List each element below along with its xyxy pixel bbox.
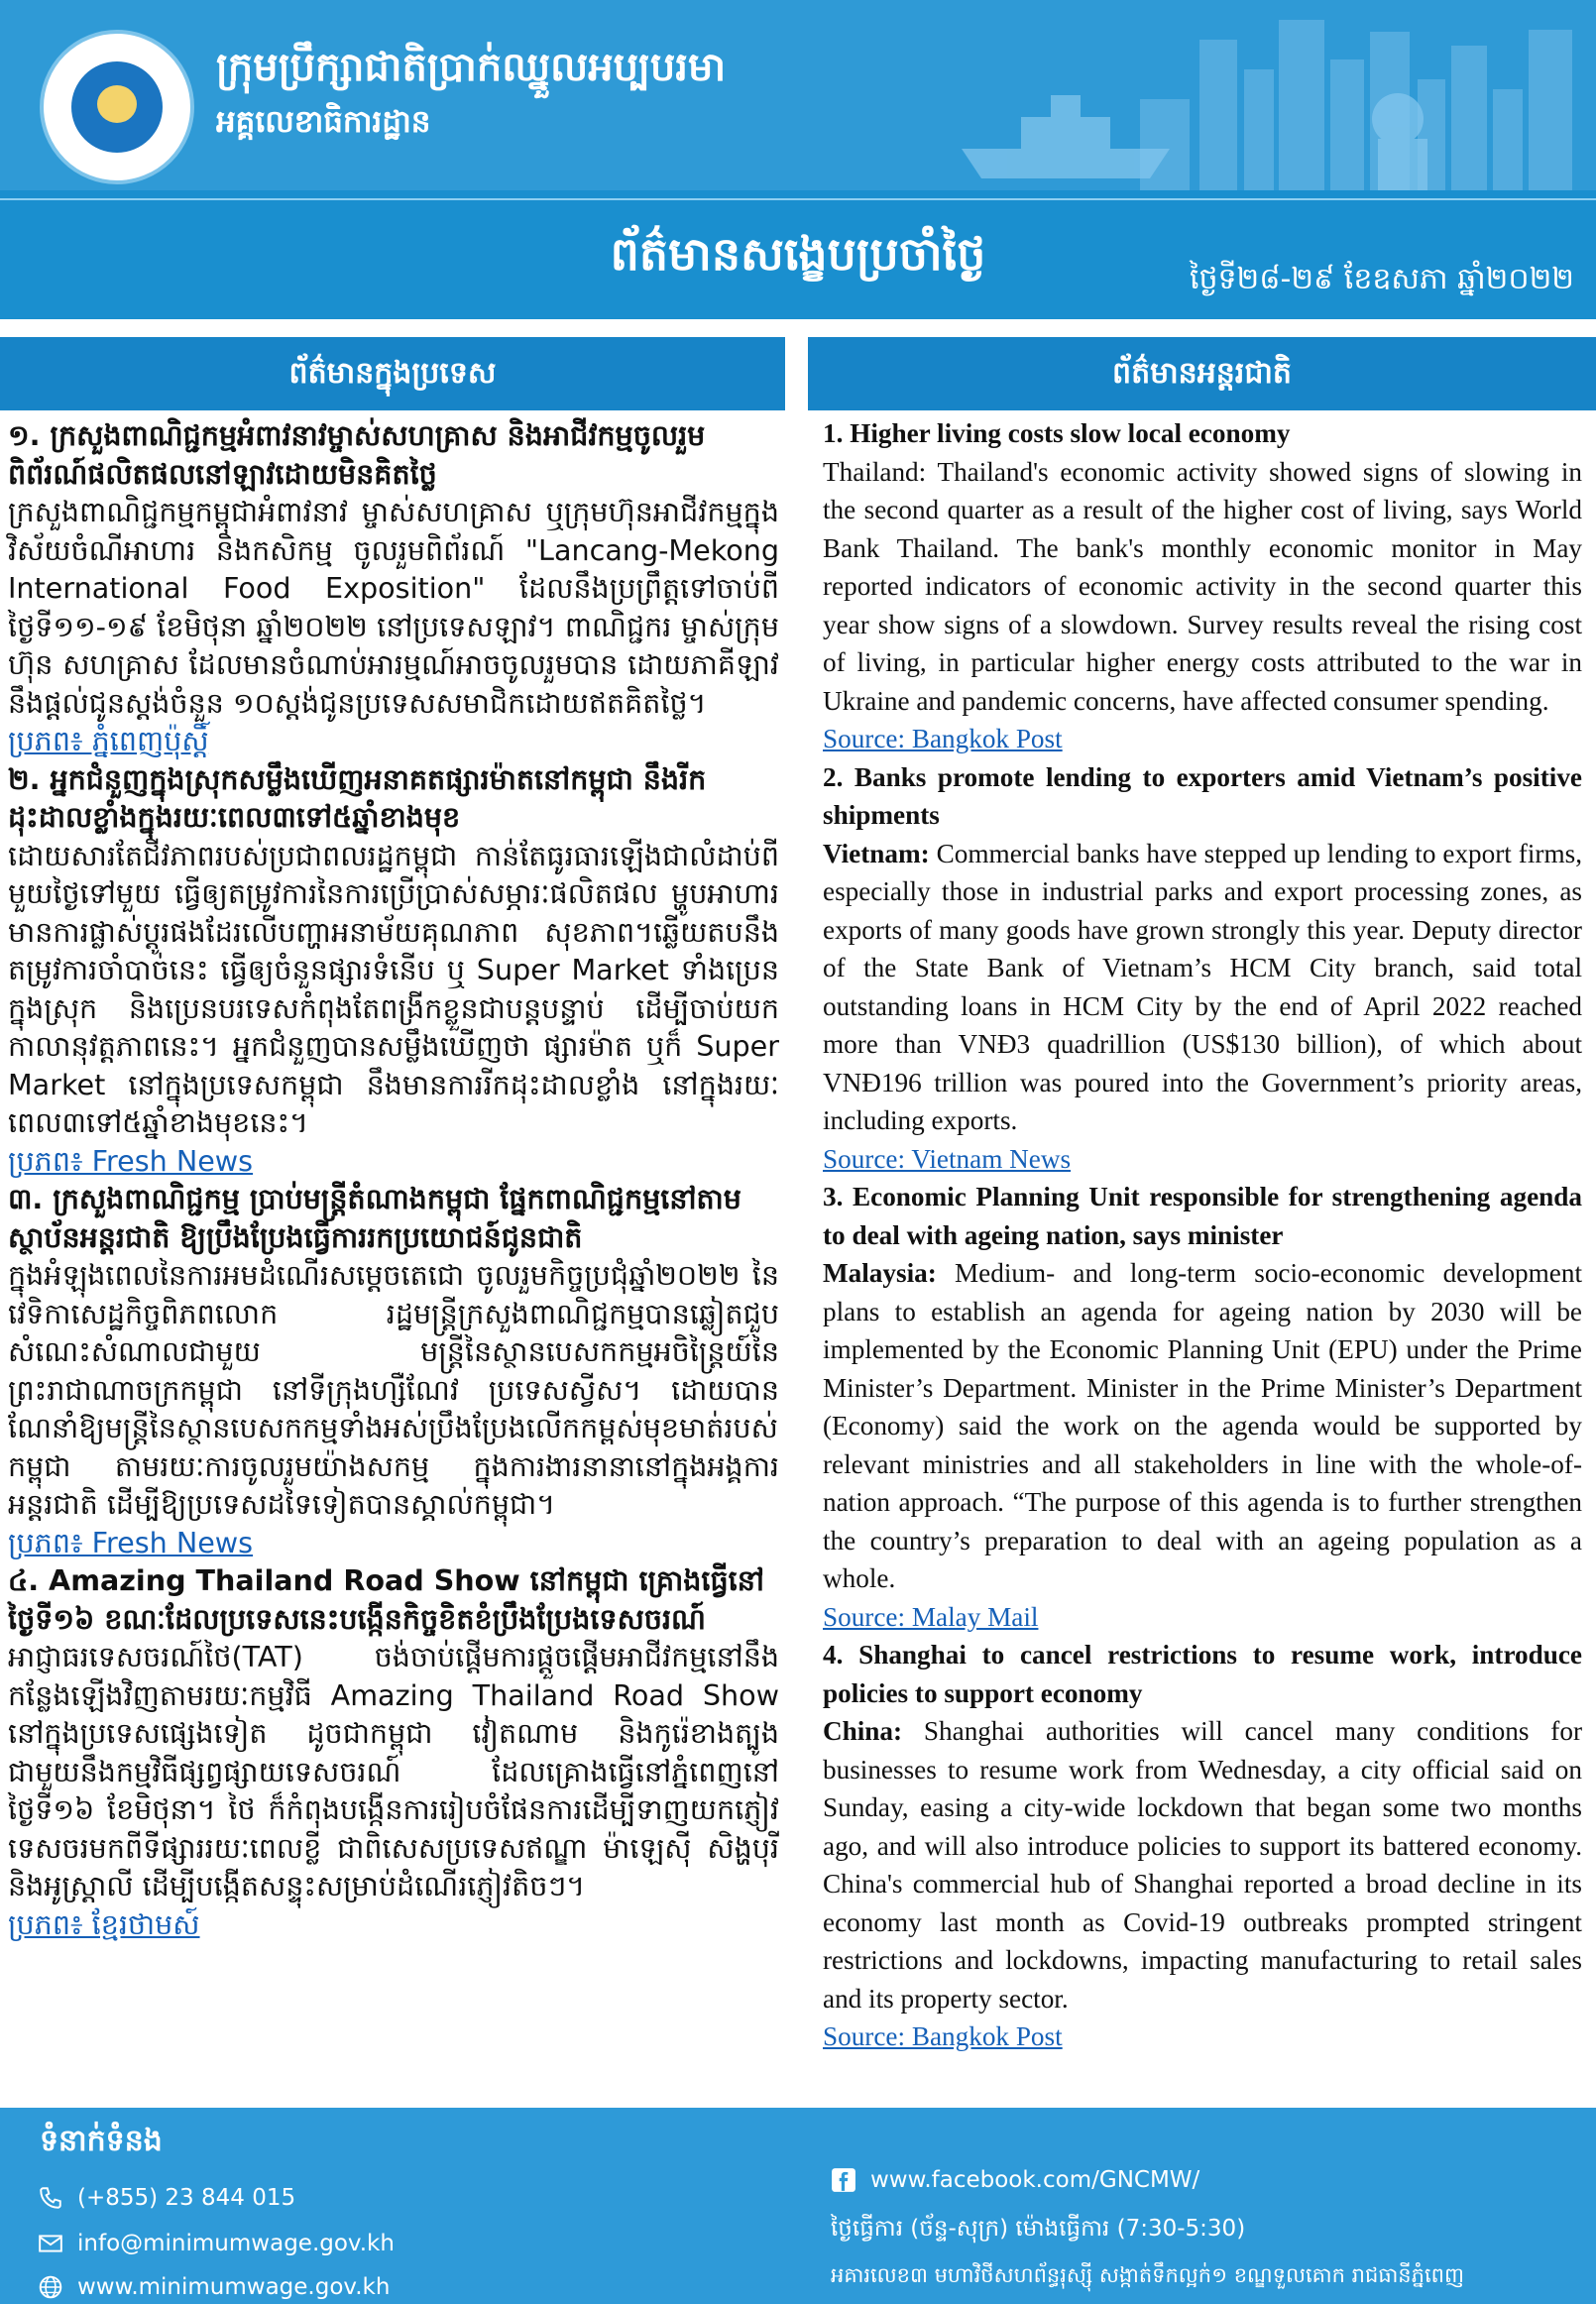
article-body: ក្រសួងពាណិជ្ជកម្មកម្ពុជាអំពាវនាវ ម្ចាស់សហគ្រាស ឬក្រុមហ៊ុនអាជីវកម្មក្នុងវិស័យចំណីអាហារ និងកសិកម្ម ចូលរួមពិព័រណ៍ "Lancang-Mekong International Food Exposition" ដែលនឹងប្រព្រឹត្តទៅចាប់ពីថ្ងៃទី១១-១៩ ខែមិថុនា ឆ្នាំ២០២២ នៅប្រទេសឡាវ។ ពាណិជ្ជករ ម្ចាស់ក្រុមហ៊ុន សហគ្រាស ដែលមានចំណាប់អារម្មណ៍អាចចូលរួមបាន ដោយភាគីឡាវនឹងផ្តល់ជូនស្តង់ចំនួន ១០ស្តង់ជូនប្រទេសសមាជិកដោយឥតគិតថ្លៃ។ (8, 495, 779, 720)
article-text: Shanghai authorities will cancel many conditions for businesses to resume work from Wednesday, a city official said on Sunday, easing a city-wide lockdown that began some two months ago, and will also introduce policies to support its battered economy. China's commercial hub of Shanghai reported a broad decline in its economy last month as Covid-19 outbreaks prompted stringent restrictions and lockdowns, impacting manufacturing to retail sales and its property sector. (823, 1716, 1582, 2014)
article-text: Thailand: Thailand's economic activity showed signs of slowing in the second quarter as a result of the higher cost of living, says World Bank Thailand. The bank's monthly economic monitor in May reported indicators of economic activity in the second quarter this year show signs of a slowdown. Survey results reveal the rising cost of living, in particular higher energy costs attributed to the war in Ukraine and pandemic concerns, have affected consumer spending. (823, 456, 1582, 716)
facebook-link[interactable]: www.facebook.com/GNCMW/ (870, 2167, 1200, 2193)
intl-article (823, 414, 1582, 758)
city-skyline-illustration (843, 0, 1596, 190)
phone-icon (38, 2185, 63, 2211)
local-article (8, 416, 779, 760)
article-body: ដោយសារតែជីវភាពរបស់ប្រជាពលរដ្ឋកម្ពុជា កាន់តែធូរធារឡើងជាលំដាប់ពីមួយថ្ងៃទៅមួយ ធ្វើឲ្យតម្រូវការនៃការប្រើប្រាស់សម្ភារៈផលិតផល ម្ហូបអាហារ មានការផ្លាស់ប្តូរផងដែរលើបញ្ហាអនាម័យគុណភាព សុខភាព។ឆ្លើយតបនឹងតម្រូវការចាំបាច់នេះ ធ្វើឲ្យចំនួនផ្សារទំនើប ឬ Super Market ទាំងប្រេនក្នុងស្រុក និងប្រេនបរទេសកំពុងតែពង្រីកខ្លួនជាបន្តបន្ទាប់ ដើម្បីចាប់យកកាលានុវត្តភាពនេះ។ អ្នកជំនួញបានសម្លឹងឃើញថា ផ្សារម៉ាត ឬក៏ Super Market នៅក្នុងប្រទេសកម្ពុជា នឹងមានការរីកដុះដាលខ្លាំង នៅក្នុងរយៈពេល៣ទៅ៥ឆ្នាំខាងមុខនេះ។ (8, 838, 779, 1139)
local-news-column (8, 416, 779, 1943)
article-source-link[interactable]: ប្រភព៖ ភ្នំពេញប៉ុស្តិ៍ (8, 724, 209, 757)
article-text: Medium- and long-term socio-economic development plans to establish an agenda for ageing nation by 2030 will be implemented by the Economic Planning Unit (EPU) under the Prime Minister’s Department. Minister in the Prime Minister’s Department (Economy) said the work on the agenda would be supported by relevant ministries and all stakeholders in line with the whole-of-nation approach. “The purpose of this agenda is to further strengthen the country’s preparation to deal with an ageing population as a whole. (823, 1258, 1582, 1593)
globe-icon (38, 2274, 63, 2300)
email-icon (38, 2231, 63, 2256)
working-hours: ថ្ងៃធ្វើការ (ច័ន្ទ-សុក្រ) ម៉ោងធ្វើការ (7:30-5:30) (831, 2216, 1246, 2242)
article-title: ៣. ក្រសួងពាណិជ្ជកម្ម ប្រាប់មន្ត្រីតំណាងកម្ពុជា ផ្នែកពាណិជ្ជកម្មនៅតាមស្ថាប័នអន្តរជាតិ ឱ្យប្រឹងប្រែងធ្វើការរកប្រយោជន៍ជូនជាតិ (8, 1182, 741, 1254)
footer-contact (0, 2108, 1596, 2304)
intl-news-column (823, 414, 1582, 2056)
article-title: ២. អ្នកជំនួញក្នុងស្រុកសម្លឹងឃើញអនាគតផ្សារម៉ាតនៅកម្ពុជា នឹងរីកដុះដាលខ្លាំងក្នុងរយៈពេល៣ទៅ៥ឆ្នាំខាងមុខ (8, 761, 707, 834)
header-banner (0, 0, 1596, 190)
article-title: 3. Economic Planning Unit responsible for strengthening agenda to deal with ageing nation, says minister (823, 1182, 1582, 1250)
org-name: ក្រុមប្រឹក្សាជាតិប្រាក់ឈ្នួលអប្បបរមា (216, 45, 727, 90)
local-news-heading: ព័ត៌មានក្នុងប្រទេស (0, 337, 785, 410)
website-link[interactable]: www.minimumwage.gov.kh (77, 2274, 391, 2300)
local-article (8, 760, 779, 1181)
intl-news-heading: ព័ត៌មានអន្តរជាតិ (808, 337, 1596, 410)
article-source-link[interactable]: Source: Bangkok Post (823, 2021, 1063, 2051)
article-country: Vietnam: (823, 838, 930, 868)
article-body: អាជ្ញាធរទេសចរណ៍ថៃ(TAT) ចង់ចាប់ផ្តើមការផ្តួចផ្តើមអាជីវកម្មនៅនឹងកន្លែងឡើងវិញតាមរយៈកម្មវិធី Amazing Thailand Road Show នៅក្នុងប្រទេសផ្សេងទៀត ដូចជាកម្ពុជា វៀតណាម និងកូរ៉េខាងត្បូង ជាមួយនឹងកម្មវិធីផ្សព្វផ្សាយទេសចរណ៍ ដែលគ្រោងធ្វើនៅភ្នំពេញនៅថ្ងៃទី១៦ ខែមិថុនា។ ថៃ ក៏កំពុងបង្កើនការរៀបចំផែនការដើម្បីទាញយកភ្ញៀវទេសចរមកពីទីផ្សាររយៈពេលខ្លី ជាពិសេសប្រទេសឥណ្ឌា ម៉ាឡេស៊ី សិង្ហបុរី និងអូស្ត្រាលី ដើម្បីបង្កើតសន្ទុះសម្រាប់ដំណើរភ្ញៀវតិចៗ។ (8, 1640, 779, 1902)
article-body (823, 453, 1582, 721)
local-article (8, 1561, 779, 1943)
article-title: ៤. Amazing Thailand Road Show នៅកម្ពុជា គ្រោងធ្វើនៅថ្ងៃទី១៦ ខណៈដែលប្រទេសនេះបង្កើនកិច្ចខិតខំប្រឹងប្រែងទេសចរណ៍ (8, 1563, 764, 1636)
contact-title: ទំនាក់ទំនង (40, 2124, 163, 2158)
article-country: China: (823, 1716, 903, 1746)
phone-number[interactable]: (+855) 23 844 015 (77, 2185, 296, 2211)
issue-date: ថ្ងៃទី២៨-២៩ ខែឧសភា ឆ្នាំ២០២២ (1189, 262, 1574, 296)
article-body (823, 835, 1582, 1140)
article-body: ក្នុងអំឡុងពេលនៃការអមដំណើរសម្តេចតេជោ ចូលរួមកិច្ចប្រជុំឆ្នាំ២០២២ នៃវេទិកាសេដ្ឋកិច្ចពិភពលោក រដ្ឋមន្ត្រីក្រសួងពាណិជ្ជកម្មបានឆ្លៀតជួប សំណេះសំណាលជាមួយ មន្ត្រីនៃស្ថានបេសកកម្មអចិន្ត្រៃយ៍នៃព្រះរាជាណាចក្រកម្ពុជា នៅទីក្រុងហ្សឺណែវ ប្រទេសស្វីស។ ដោយបានណែនាំឱ្យមន្ត្រីនៃស្ថានបេសកកម្មទាំងអស់ប្រឹងប្រែងលើកកម្ពស់មុខមាត់របស់កម្ពុជា តាមរយៈការចូលរួមយ៉ាងសកម្ម ក្នុងការងារនានានៅក្នុងអង្គការអន្តរជាតិ ដើម្បីឱ្យប្រទេសដទៃទៀតបានស្គាល់កម្ពុជា។ (8, 1258, 779, 1521)
article-title: 1. Higher living costs slow local economy (823, 418, 1291, 448)
email-address[interactable]: info@minimumwage.gov.kh (77, 2231, 395, 2256)
article-body (823, 1712, 1582, 2017)
local-article (8, 1180, 779, 1561)
intl-article (823, 758, 1582, 1179)
facebook-icon (831, 2167, 856, 2193)
council-logo-icon (40, 30, 194, 184)
article-body (823, 1254, 1582, 1598)
article-title: ១. ក្រសួងពាណិជ្ជកម្មអំពាវនាវម្ចាស់សហគ្រាស និងអាជីវកម្មចូលរួមពិព័រណ៍ផលិតផលនៅឡាវដោយមិនគិតថ្លៃ (8, 418, 706, 491)
article-source-link[interactable]: ប្រភព៖ Fresh News (8, 1525, 254, 1559)
department-name: អគ្គលេខាធិការដ្ឋាន (216, 104, 431, 140)
office-address: អគារលេខ៣ មហាវិថីសហព័ន្ធរុស្ស៊ី សង្កាត់ទឹកល្អក់១ ខណ្ឌទួលគោក រាជធានីភ្នំពេញ (831, 2263, 1464, 2287)
article-title: 4. Shanghai to cancel restrictions to resume work, introduce policies to support economy (823, 1640, 1582, 1708)
intl-article (823, 1178, 1582, 1636)
article-source-link[interactable]: ប្រភព៖ Fresh News (8, 1143, 254, 1178)
intl-article (823, 1636, 1582, 2056)
article-country: Malaysia: (823, 1258, 937, 1288)
bulletin-title: ព័ត៌មានសង្ខេបប្រចាំថ្ងៃ (610, 227, 986, 281)
article-source-link[interactable]: Source: Bangkok Post (823, 724, 1063, 753)
title-bar (0, 190, 1596, 319)
article-title: 2. Banks promote lending to exporters amid Vietnam’s positive shipments (823, 761, 1582, 830)
article-text: Commercial banks have stepped up lending to export firms, especially those in industrial parks and export processing zones, as exports of many goods have grown strongly this year. Deputy director of the State Bank of Vietnam’s HCM City branch, said total outstanding loans in HCM City by the end of April 2022 reached more than VNĐ3 quadrillion (US$130 billion), of which about VNĐ196 trillion was poured into the Government’s priority areas, including exports. (823, 838, 1582, 1135)
article-source-link[interactable]: Source: Vietnam News (823, 1143, 1072, 1174)
article-source-link[interactable]: ប្រភព៖ ខ្មែរថាមស៍ (8, 1906, 200, 1941)
article-source-link[interactable]: Source: Malay Mail (823, 1601, 1039, 1632)
